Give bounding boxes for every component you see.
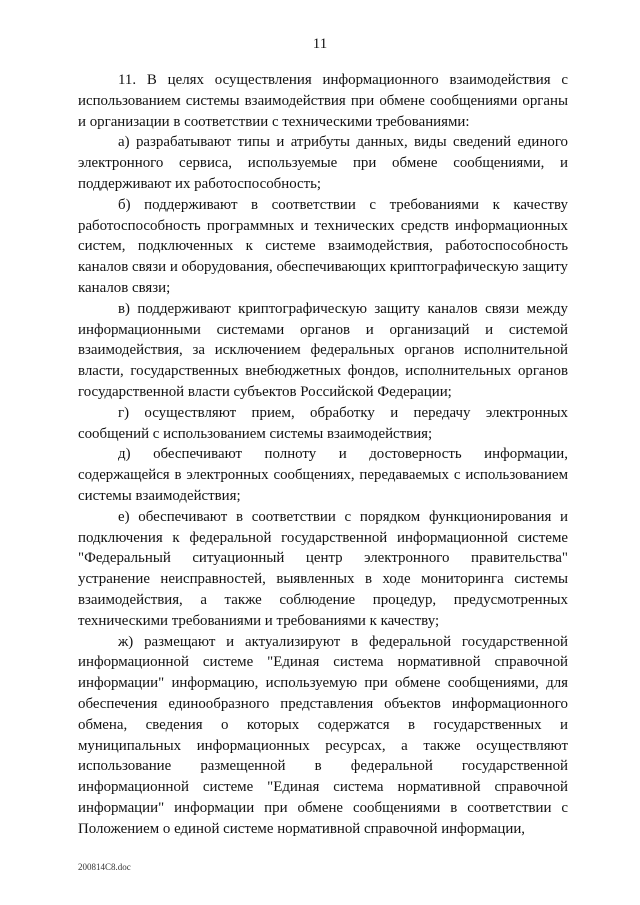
paragraph-item-d: д) обеспечивают полноту и достоверность информации, содержащейся в электронных сообщениях, передаваемых с использованием системы взаимодействия; (78, 446, 568, 504)
paragraph-item-zh: ж) размещают и актуализируют в федеральной государственной информационной системе "Единая система нормативной справочной информации" информацию, используемую при обмене сообщениями, для обеспечения единообразного представления объектов информационного обмена, сведения о которых содержатся в государственных и муниципальных информационных ресурсах, а также осуществляют использование размещенной в федеральной государственной информационной системе "Единая система нормативной справочной информации" информации при обмене сообщениями в соответствии с Положением о единой системе нормативной справочной информации, (78, 633, 568, 837)
document-file-code: 200814C8.doc (78, 862, 131, 872)
paragraph-item-v: в) поддерживают криптографическую защиту каналов связи между информационными системами органов и организаций и системой взаимодействия, за исключением федеральных органов исполнительной власти, государственных внебюджетных фондов, исполнительных органов государственной власти субъектов Российской Федерации; (78, 300, 568, 400)
document-body (78, 70, 568, 839)
paragraph-item-e: е) обеспечивают в соответствии с порядком функционирования и подключения к федеральной государственной информационной системе "Федеральный ситуационный центр электронного правительства" устранение неисправностей, выявленных в ходе мониторинга системы взаимодействия, а также соблюдение процедур, предусмотренных техническими требованиями и требованиями к качеству; (78, 508, 568, 629)
paragraph-item-g: г) осуществляют прием, обработку и передачу электронных сообщений с использованием системы взаимодействия; (78, 404, 568, 442)
paragraph-11-intro: 11. В целях осуществления информационного взаимодействия с использованием системы взаимодействия при обмене сообщениями органы и организации в соответствии с техническими требованиями: (78, 72, 568, 130)
paragraph-item-a: а) разрабатывают типы и атрибуты данных, виды сведений единого электронного сервиса, используемые при обмене сообщениями, и поддерживают их работоспособность; (78, 134, 568, 192)
paragraph-item-b: б) поддерживают в соответствии с требованиями к качеству работоспособность программных и технических средств информационных систем, подключенных к системе взаимодействия, работоспособность каналов связи и оборудования, обеспечивающих криптографическую защиту каналов связи; (78, 196, 568, 296)
page-number: 11 (312, 36, 328, 52)
